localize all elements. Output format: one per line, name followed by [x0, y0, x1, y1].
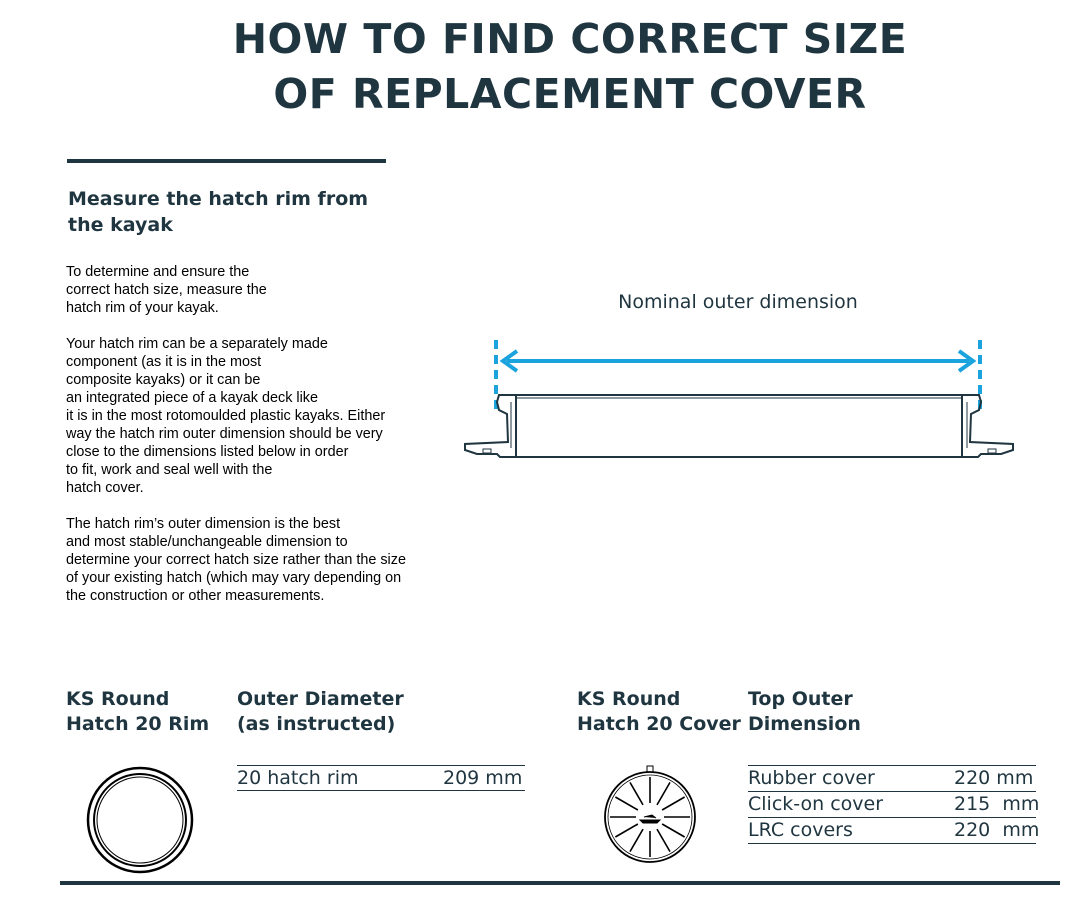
heading-line: (as instructed) — [237, 713, 396, 735]
hatch-rim-cross-section-diagram — [455, 330, 1020, 470]
heading-line: KS Round — [66, 688, 170, 710]
paragraph-line: of your existing hatch (which may vary depending on — [66, 570, 402, 586]
paragraph-line: close to the dimensions listed below in order — [66, 444, 349, 460]
row-value: 215 mm — [954, 793, 1040, 815]
paragraph-line: component (as it is in the most — [66, 354, 262, 370]
row-value: 220 mm — [954, 767, 1034, 789]
paragraph-line: The hatch rim’s outer dimension is the best — [66, 516, 341, 532]
dimension-arrow — [496, 340, 980, 410]
paragraph-line: and most stable/unchangeable dimension to — [66, 534, 348, 550]
paragraph-outer-dimension — [66, 515, 446, 605]
page-title — [120, 12, 1020, 122]
paragraph-line: to fit, work and seal well with the — [66, 462, 273, 478]
heading-line: Dimension — [748, 713, 861, 735]
paragraph-line: Your hatch rim can be a separately made — [66, 336, 328, 352]
rim-size-table — [237, 765, 525, 791]
diagram-label: Nominal outer dimension — [618, 291, 858, 313]
row-label: LRC covers — [748, 819, 853, 841]
cover-section-heading — [577, 687, 741, 737]
heading-line: Top Outer — [748, 688, 853, 710]
flange-right — [962, 395, 1013, 457]
paragraph-line: hatch cover. — [66, 480, 144, 496]
rim-section-heading — [66, 687, 209, 737]
cover-spoke — [615, 797, 638, 810]
table-row — [748, 791, 1040, 817]
table-row — [748, 765, 1036, 791]
subheading-line-2: the kayak — [68, 214, 173, 236]
row-label: 20 hatch rim — [237, 767, 359, 789]
paragraph-line: the construction or other measurements. — [66, 588, 325, 604]
flange-left — [465, 395, 516, 457]
cover-spoke — [630, 782, 643, 805]
paragraph-line: way the hatch rim outer dimension should be very — [66, 426, 383, 442]
paragraph-line: an integrated piece of a kayak deck like — [66, 390, 318, 406]
cover-spoke — [615, 824, 638, 837]
page-title-line-1: HOW TO FIND CORRECT SIZE — [232, 15, 908, 63]
cover-size-table — [748, 765, 1040, 844]
cover-spoke — [662, 824, 685, 837]
hatch-cover-icon — [602, 765, 698, 865]
paragraph-rim-types — [66, 335, 446, 497]
heading-line: Outer Diameter — [237, 688, 404, 710]
heading-line: Hatch 20 Rim — [66, 713, 210, 735]
paragraph-line: correct hatch size, measure the — [66, 282, 267, 298]
section-subheading — [68, 186, 398, 238]
flange-left-slot — [483, 449, 491, 453]
heading-line: KS Round — [577, 688, 681, 710]
rim-column-heading — [237, 687, 404, 737]
row-value: 220 mm — [954, 819, 1040, 841]
table-row — [237, 765, 525, 790]
paragraph-line: composite kayaks) or it can be — [66, 372, 261, 388]
cover-spoke — [657, 829, 670, 852]
row-label: Click-on cover — [748, 793, 884, 815]
paragraph-line: To determine and ensure the — [66, 264, 250, 280]
cover-column-heading — [748, 687, 861, 737]
paragraph-line: determine your correct hatch size rather than the size — [66, 552, 406, 568]
page-title-line-2: OF REPLACEMENT COVER — [273, 70, 867, 118]
cover-spoke — [630, 829, 643, 852]
cover-spoke — [662, 797, 685, 810]
table-row — [748, 817, 1040, 843]
row-label: Rubber cover — [748, 767, 875, 789]
heading-line: Hatch 20 Cover — [577, 713, 741, 735]
section-divider-bottom — [60, 881, 1060, 885]
cover-spoke — [657, 782, 670, 805]
section-divider-top — [67, 159, 386, 163]
flange-right-slot — [988, 449, 996, 453]
row-value: 209 mm — [443, 767, 523, 789]
hatch-rim-icon — [85, 765, 195, 875]
paragraph-intro — [66, 263, 446, 317]
rim-profile — [465, 395, 1013, 457]
rim-body — [516, 395, 962, 457]
subheading-line-1: Measure the hatch rim from — [68, 188, 369, 210]
paragraph-line: hatch rim of your kayak. — [66, 300, 219, 316]
paragraph-line: it is in the most rotomoulded plastic kayaks. Either — [66, 408, 386, 424]
